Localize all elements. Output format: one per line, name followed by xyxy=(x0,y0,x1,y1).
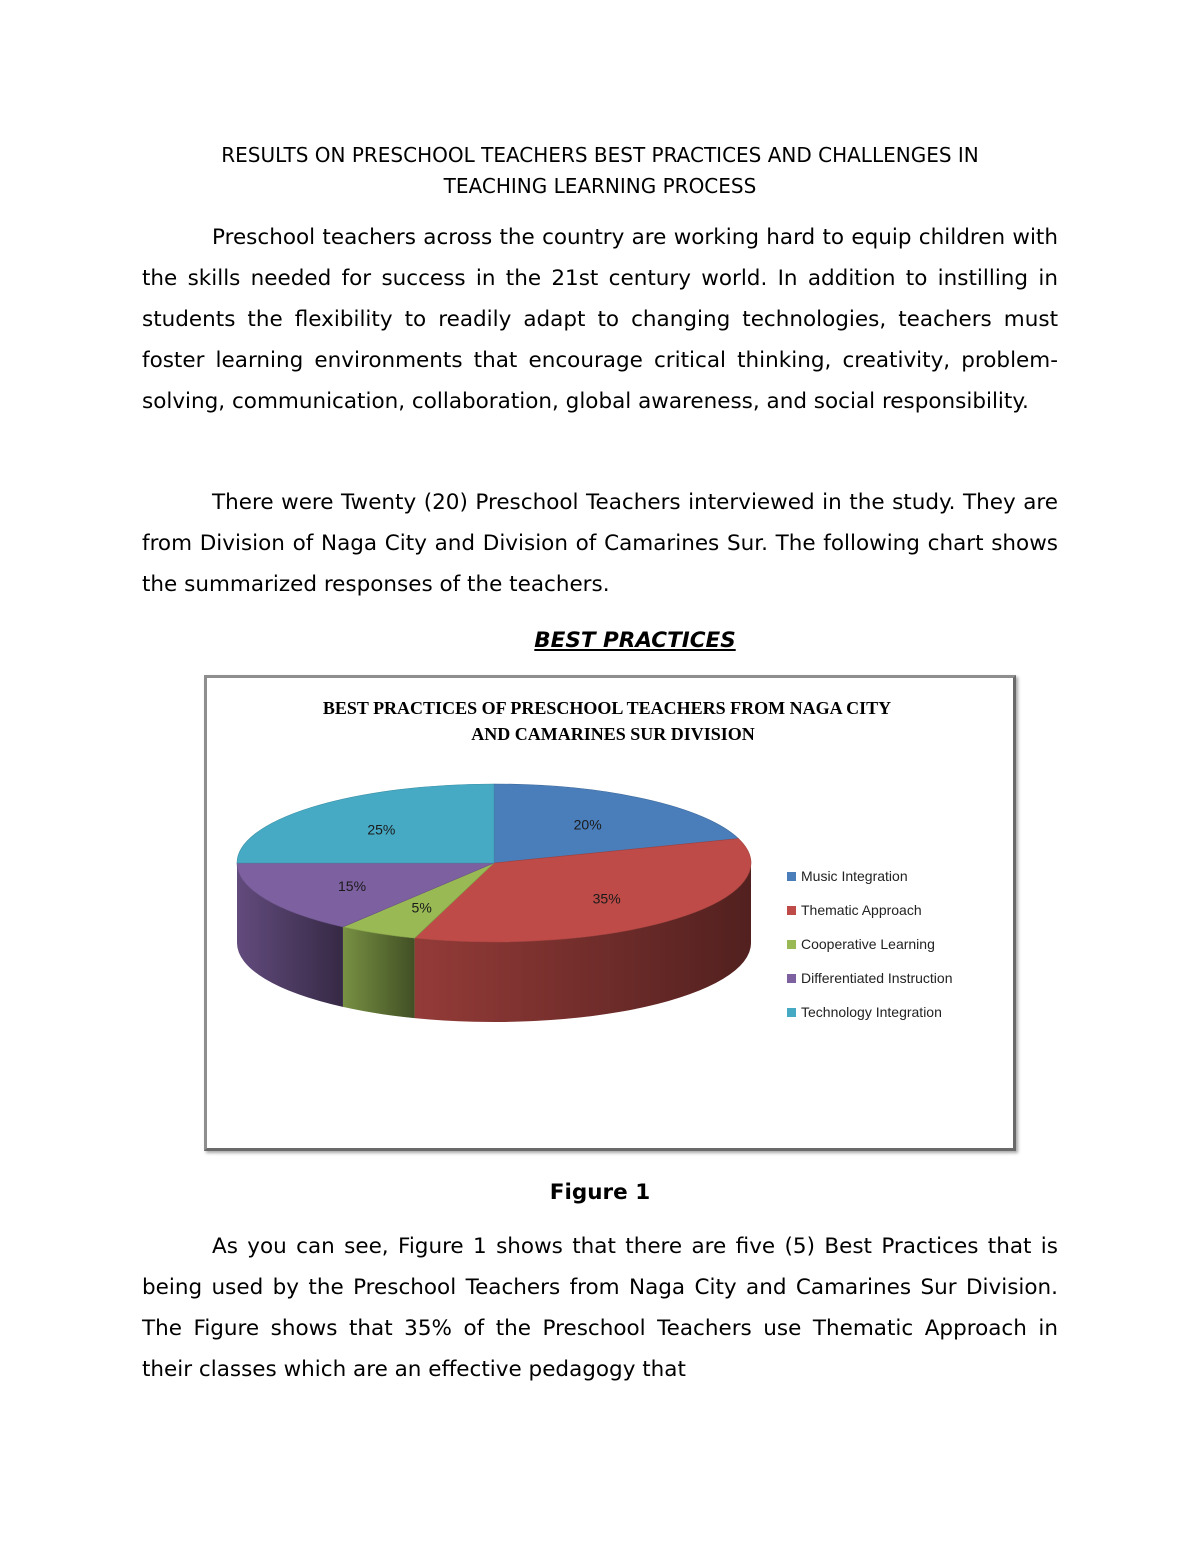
pie-data-label-thematic-approach: 35% xyxy=(592,890,621,907)
paragraph-intro-text: Preschool teachers across the country are working hard to equip children with the skills needed for success in the 21st century world. In addition to instilling in students the flexibility to readily adapt to changing technologies, teachers must foster learning environments that encourage critical thinking, creativity, problem-solving, communication, collaboration, global awareness, and social responsibility. xyxy=(142,225,1058,414)
pie-chart-frame xyxy=(204,675,1016,1151)
legend-swatch-music-integration xyxy=(787,872,796,881)
pie-chart xyxy=(207,678,1013,1148)
paragraph-figure-discussion xyxy=(142,1226,1058,1390)
legend-swatch-differentiated-instruction xyxy=(787,974,796,983)
document-title-line-2: TEACHING LEARNING PROCESS xyxy=(443,174,757,198)
pie-slice-technology-integration xyxy=(237,784,494,863)
legend-label-music-integration: Music Integration xyxy=(801,868,908,884)
chart-legend xyxy=(787,868,953,1020)
legend-swatch-thematic-approach xyxy=(787,906,796,915)
pie-data-label-differentiated-instruction: 15% xyxy=(338,878,367,895)
document-title-line-1: RESULTS ON PRESCHOOL TEACHERS BEST PRACTICES AND CHALLENGES IN xyxy=(221,143,979,167)
chart-title-line-1: BEST PRACTICES OF PRESCHOOL TEACHERS FROM NAGA CITY xyxy=(322,698,892,718)
legend-label-cooperative-learning: Cooperative Learning xyxy=(801,936,935,952)
section-heading-best-practices: BEST PRACTICES xyxy=(534,628,736,653)
document-title xyxy=(120,140,1080,202)
paragraph-participants xyxy=(142,482,1058,605)
pie-side-shade-cooperative-learning xyxy=(343,927,415,1018)
pie-data-label-technology-integration: 25% xyxy=(367,821,396,838)
pie-data-label-cooperative-learning: 5% xyxy=(411,899,432,916)
legend-swatch-technology-integration xyxy=(787,1008,796,1017)
legend-label-technology-integration: Technology Integration xyxy=(801,1004,942,1020)
pie-data-label-music-integration: 20% xyxy=(573,816,602,833)
paragraph-figure-discussion-text: As you can see, Figure 1 shows that there are five (5) Best Practices that is being used by the Preschool Teachers from Naga City and Camarines Sur Division. The Figure shows that 35% of the Preschool Teachers use Thematic Approach in their classes which are an effective pedagogy that xyxy=(142,1234,1058,1382)
paragraph-participants-text: There were Twenty (20) Preschool Teachers interviewed in the study. They are from Division of Naga City and Division of Camarines Sur. The following chart shows the summarized responses of the teachers. xyxy=(142,490,1058,597)
legend-label-differentiated-instruction: Differentiated Instruction xyxy=(801,970,953,986)
pie-tops xyxy=(237,784,751,942)
chart-title-line-2: AND CAMARINES SUR DIVISION xyxy=(471,724,755,744)
legend-label-thematic-approach: Thematic Approach xyxy=(801,902,922,918)
paragraph-intro xyxy=(142,217,1058,422)
figure-caption: Figure 1 xyxy=(549,1180,651,1205)
legend-swatch-cooperative-learning xyxy=(787,940,796,949)
